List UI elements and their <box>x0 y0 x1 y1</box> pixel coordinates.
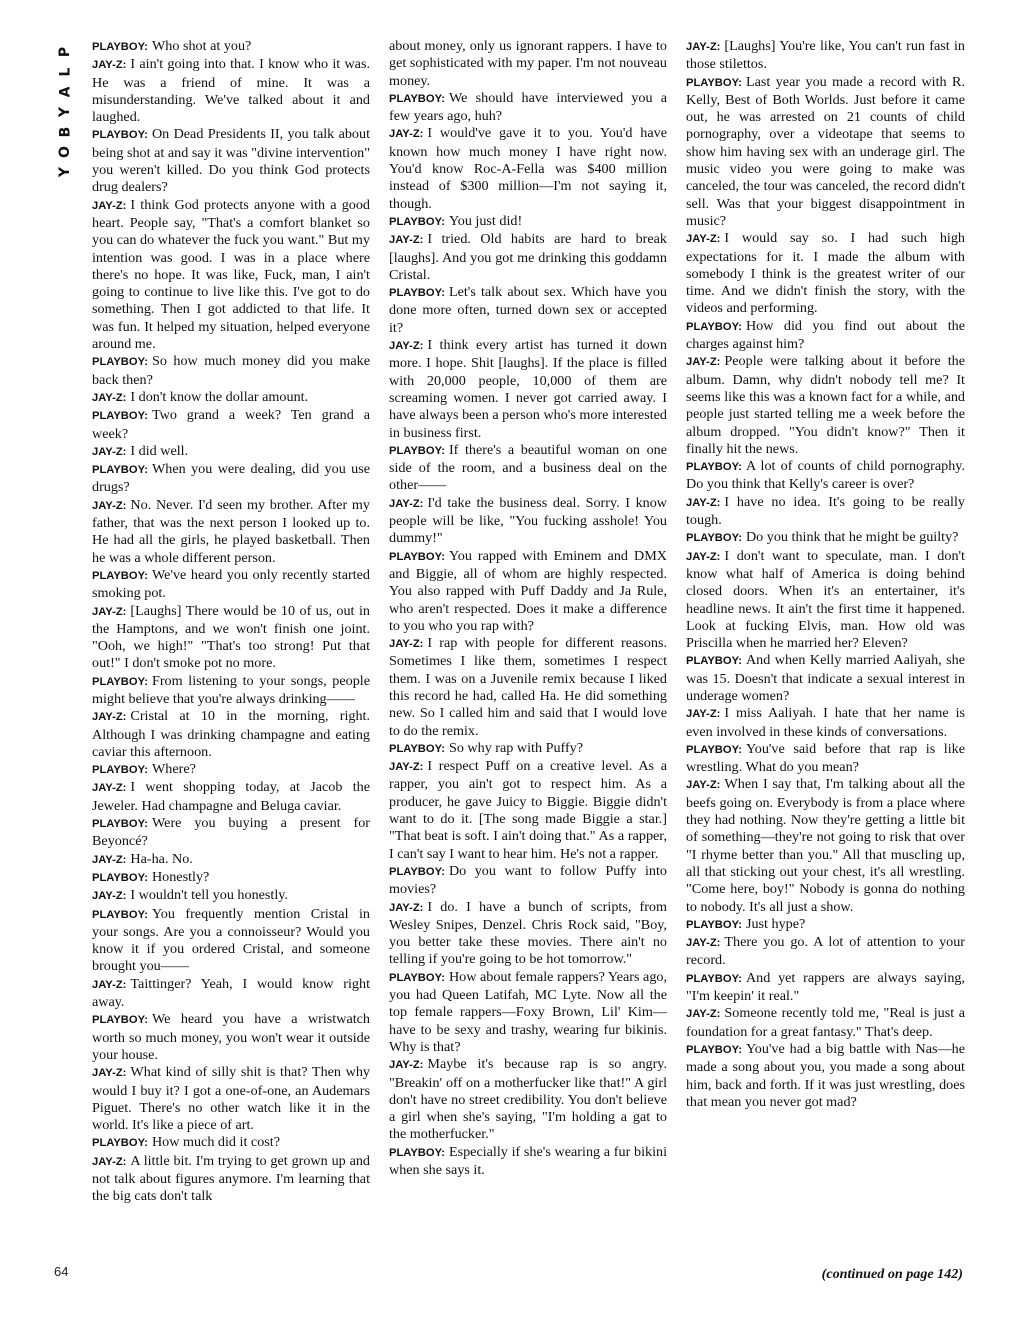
interview-paragraph <box>92 906 370 976</box>
speaker-label: PLAYBOY: <box>92 908 148 921</box>
paragraph-text: You rapped with Eminem and DMX and Biggie, all of whom are highly respected. You also rapped with Puff Daddy and Ja Rule, who aren't respected. Does it make a difference to you who you rap with? <box>389 547 667 634</box>
article-column-1 <box>92 38 370 1206</box>
paragraph-text: I'd take the business deal. Sorry. I know people will be like, "You fucking asshole! You dummy!" <box>389 494 667 547</box>
interview-paragraph <box>389 442 667 495</box>
masthead-letter: P <box>56 46 73 58</box>
speaker-label: PLAYBOY: <box>92 129 148 142</box>
speaker-label: PLAYBOY: <box>686 461 742 474</box>
interview-paragraph <box>686 548 965 653</box>
interview-paragraph <box>686 776 965 915</box>
paragraph-text: If there's a beautiful woman on one side of the room, and a business deal on the other—— <box>389 441 667 494</box>
speaker-label: JAY-Z: <box>389 638 424 651</box>
interview-paragraph <box>686 652 965 705</box>
paragraph-text: I did well. <box>130 442 189 459</box>
speaker-label: JAY-Z: <box>92 445 127 458</box>
speaker-label: JAY-Z: <box>686 779 721 792</box>
paragraph-text: Were you buying a present for Beyoncé? <box>92 815 370 850</box>
speaker-label: JAY-Z: <box>389 128 424 141</box>
page-number: 64 <box>54 1264 69 1279</box>
paragraph-text: [Laughs] There would be 10 of us, out in the Hamptons, and we won't finish one joint. "Ooh, we high!" "That's too strong! Put that out!" I don't smoke pot no more. <box>92 602 370 672</box>
interview-paragraph <box>686 529 965 547</box>
interview-paragraph <box>92 197 370 354</box>
speaker-label: PLAYBOY: <box>92 1137 148 1150</box>
speaker-label: PLAYBOY: <box>92 356 148 369</box>
interview-paragraph <box>92 1134 370 1152</box>
speaker-label: PLAYBOY: <box>92 1014 148 1027</box>
speaker-label: JAY-Z: <box>92 499 127 512</box>
speaker-label: PLAYBOY: <box>92 764 148 777</box>
paragraph-text: No. Never. I'd seen my brother. After my father, that was the next person I looked up to. He had all the girls, he played basketball. Then he was a whole different person. <box>92 496 370 566</box>
interview-paragraph <box>92 353 370 389</box>
speaker-label: PLAYBOY: <box>686 1043 742 1056</box>
speaker-label: JAY-Z: <box>92 605 127 618</box>
speaker-label: JAY-Z: <box>389 761 424 774</box>
interview-paragraph <box>92 567 370 603</box>
paragraph-text: You just did! <box>448 212 523 229</box>
interview-paragraph <box>389 284 667 337</box>
paragraph-text: I rap with people for different reasons. Sometimes I like them, sometimes I respect them. I was on a Juvenile remix because I liked this record he had, called Ha. He did something new. So I called him and said that I would love to do the remix. <box>389 635 667 739</box>
magazine-masthead <box>50 42 80 182</box>
speaker-label: JAY-Z: <box>92 391 127 404</box>
article-column-2 <box>389 38 667 1179</box>
masthead-letter: Y <box>56 106 73 118</box>
interview-paragraph <box>389 740 667 758</box>
speaker-label: JAY-Z: <box>92 853 127 866</box>
speaker-label: JAY-Z: <box>92 782 127 795</box>
paragraph-text: Let's talk about sex. Which have you done more often, turned down sex or accepted it? <box>389 284 667 336</box>
speaker-label: PLAYBOY: <box>389 287 445 300</box>
paragraph-text: I do. I have a bunch of scripts, from Wesley Snipes, Denzel. Chris Rock said, "Boy, you better take these movies. There ain't no telling if you're going to be hot tomorrow." <box>389 898 667 968</box>
paragraph-text: You've had a big battle with Nas—he made a song about you, you made a song about him, back and forth. If it was just wrestling, does that mean you never got mad? <box>686 1040 965 1110</box>
paragraph-text: I think every artist has turned it down more. I hope. Shit [laughs]. If the place is filled with 20,000 people, 10,000 of them are screaming women. I never got carried away. I have always been a person who's more interested in business first. <box>389 337 667 441</box>
paragraph-text: We heard you have a wristwatch worth so much money, you won't wear it outside your house. <box>92 1011 370 1063</box>
interview-paragraph <box>92 497 370 567</box>
interview-paragraph <box>686 74 965 231</box>
paragraph-text: Last year you made a record with R. Kelly, Best of Both Worlds. Just before it came out, he was arrested on 21 counts of child pornography, over a videotape that seems to show him having sex with an underage girl. The music video you were going to make was canceled, the tour was canceled, the record didn't sell. Was that your biggest disappointment in music? <box>686 73 965 229</box>
paragraph-text: I wouldn't tell you honestly. <box>130 887 288 904</box>
interview-paragraph <box>92 407 370 443</box>
speaker-label: PLAYBOY: <box>389 971 445 984</box>
interview-paragraph <box>92 779 370 815</box>
paragraph-text: From listening to your songs, people might believe that you're always drinking—— <box>92 672 370 707</box>
paragraph-text: Taittinger? Yeah, I would know right away. <box>92 975 370 1011</box>
paragraph-text: A lot of counts of child pornography. Do you think that Kelly's career is over? <box>686 458 965 493</box>
interview-paragraph <box>92 976 370 1012</box>
interview-paragraph <box>389 899 667 969</box>
paragraph-text: I would say so. I had such high expectations for it. I made the album with somebody I think is the greatest writer of our time. And we didn't finish the story, with the videos and performing. <box>686 230 965 317</box>
speaker-label: PLAYBOY: <box>389 444 445 457</box>
paragraph-text: I miss Aaliyah. I hate that her name is even involved in these kinds of conversations. <box>686 705 965 740</box>
interview-paragraph <box>389 1144 667 1180</box>
paragraph-text: How did you find out about the charges against him? <box>686 317 965 353</box>
speaker-label: JAY-Z: <box>92 978 127 991</box>
paragraph-text: I think God protects anyone with a good heart. People say, "That's a comfort blanket so you can do whatever the fuck you want." But my intention was good. I was in a place where there's no hope. It was like, Fuck, man, I ain't going to continue to live like this. I've got to do something. Then I got addicted to that life. It was fun. It helped my situation, helped everyone around me. <box>92 196 370 353</box>
speaker-label: PLAYBOY: <box>389 742 445 755</box>
interview-paragraph <box>92 851 370 869</box>
interview-paragraph <box>686 458 965 494</box>
speaker-label: PLAYBOY: <box>686 655 742 668</box>
paragraph-text: When I say that, I'm talking about all the beefs going on. Everybody is from a place where they had nothing. Now they're getting a little bit of something—they're not going to risk that over "I rhyme better than you." All that muscling up, all that sticking out your chest, it's all wrestling. "Come here, boy!" Nobody is gonna do nothing to nobody. It's all just a show. <box>686 776 965 915</box>
speaker-label: PLAYBOY: <box>389 550 445 563</box>
speaker-label: JAY-Z: <box>92 1067 127 1080</box>
speaker-label: PLAYBOY: <box>92 410 148 423</box>
paragraph-text: Ha-ha. No. <box>130 850 193 867</box>
interview-paragraph <box>92 673 370 709</box>
speaker-label: PLAYBOY: <box>92 569 148 582</box>
speaker-label: JAY-Z: <box>686 708 721 721</box>
interview-paragraph <box>92 126 370 196</box>
speaker-label: PLAYBOY: <box>389 215 445 228</box>
speaker-label: JAY-Z: <box>686 356 721 369</box>
paragraph-text: I don't want to speculate, man. I don't know what half of America is doing behind closed doors. When it's an entertainer, it's headline news. It ain't the first time it happened. Look at fucking Elvis, man. How old was Priscilla when he married her? Eleven? <box>686 547 965 652</box>
continued-note: (continued on page 142) <box>821 1266 963 1282</box>
masthead-letter: L <box>56 67 73 77</box>
speaker-label: PLAYBOY: <box>686 918 742 931</box>
interview-paragraph <box>92 56 370 126</box>
interview-paragraph <box>92 708 370 761</box>
speaker-label: PLAYBOY: <box>92 41 148 53</box>
paragraph-text: Cristal at 10 in the morning, right. Although I was drinking champagne and eating caviar this afternoon. <box>92 708 370 760</box>
speaker-label: PLAYBOY: <box>389 92 445 105</box>
paragraph-text: So why rap with Puffy? <box>448 739 584 756</box>
masthead-letter: O <box>57 146 73 158</box>
paragraph-text: A little bit. I'm trying to get grown up and not talk about figures anymore. I'm learning that the big cats don't talk <box>92 1152 370 1205</box>
speaker-label: PLAYBOY: <box>389 1146 445 1159</box>
speaker-label: JAY-Z: <box>686 41 721 53</box>
speaker-label: PLAYBOY: <box>92 675 148 688</box>
interview-paragraph <box>389 548 667 635</box>
interview-paragraph <box>686 353 965 458</box>
interview-paragraph <box>92 761 370 779</box>
speaker-label: JAY-Z: <box>686 233 721 246</box>
paragraph-text: Do you want to follow Puffy into movies? <box>389 862 667 898</box>
interview-paragraph <box>389 495 667 548</box>
interview-paragraph <box>389 969 667 1056</box>
paragraph-text: When you were dealing, did you use drugs? <box>92 461 370 496</box>
paragraph-text: Someone recently told me, "Real is just a foundation for a great fantasy." That's deep. <box>686 1005 965 1040</box>
paragraph-text: How about female rappers? Years ago, you had Queen Latifah, MC Lyte. Now all the top female rappers—Foxy Brown, Lil' Kim—have to be sexy and trashy, wearing fur bikinis. Why is that? <box>389 968 667 1055</box>
paragraph-text: Honestly? <box>151 868 210 885</box>
paragraph-text: How much did it cost? <box>151 1134 280 1151</box>
speaker-label: JAY-Z: <box>686 1008 721 1021</box>
speaker-label: JAY-Z: <box>92 890 127 903</box>
speaker-label: PLAYBOY: <box>92 871 148 884</box>
paragraph-text: Especially if she's wearing a fur bikini when she says it. <box>389 1143 667 1178</box>
paragraph-text: I don't know the dollar amount. <box>130 388 309 405</box>
interview-paragraph <box>686 494 965 530</box>
paragraph-text: You've said before that rap is like wrestling. What do you mean? <box>686 740 965 776</box>
interview-paragraph <box>389 213 667 231</box>
paragraph-text: We should have interviewed you a few years ago, huh? <box>389 89 667 125</box>
paragraph-text: So how much money did you make back then? <box>92 353 370 388</box>
interview-paragraph <box>389 337 667 442</box>
speaker-label: PLAYBOY: <box>686 320 742 333</box>
article-column-3 <box>686 38 965 1111</box>
interview-paragraph <box>686 230 965 317</box>
paragraph-text: I would've gave it to you. You'd have known how much money I have right now. You'd know Roc-A-Fella was $400 million instead of $300 million—I'm not saying it, though. <box>389 125 667 212</box>
paragraph-text: Two grand a week? Ten grand a week? <box>92 407 370 442</box>
speaker-label: JAY-Z: <box>389 234 424 247</box>
speaker-label: PLAYBOY: <box>92 464 148 477</box>
interview-paragraph <box>92 869 370 887</box>
interview-paragraph <box>686 705 965 741</box>
speaker-label: JAY-Z: <box>389 1059 424 1072</box>
interview-paragraph <box>389 1056 667 1143</box>
interview-paragraph <box>389 38 667 90</box>
paragraph-text: Just hype? <box>745 915 806 932</box>
interview-paragraph <box>92 603 370 673</box>
paragraph-text: [Laughs] You're like, You can't run fast in those stilettos. <box>686 38 965 73</box>
interview-paragraph <box>389 90 667 126</box>
speaker-label: JAY-Z: <box>92 711 127 724</box>
interview-paragraph <box>389 125 667 212</box>
interview-paragraph <box>92 38 370 56</box>
paragraph-text: Where? <box>151 761 196 778</box>
speaker-label: JAY-Z: <box>686 937 721 950</box>
paragraph-text: You frequently mention Cristal in your songs. Are you a connoisseur? Would you know it if you ordered Cristal, and someone brought you—— <box>92 905 370 975</box>
paragraph-text: Maybe it's because rap is so angry. "Breakin' off on a motherfucker like that!" A girl don't have no street credibility. You don't believe a girl when she's saying, "I'm holding a gat to the motherfucker." <box>389 1056 667 1143</box>
interview-paragraph <box>686 1041 965 1111</box>
interview-paragraph <box>686 916 965 934</box>
interview-paragraph <box>686 38 965 74</box>
interview-paragraph <box>92 887 370 905</box>
interview-paragraph <box>389 758 667 863</box>
paragraph-text: Who shot at you? <box>151 38 252 54</box>
interview-paragraph <box>92 1011 370 1064</box>
interview-paragraph <box>686 318 965 354</box>
interview-paragraph <box>389 635 667 740</box>
interview-paragraph <box>92 461 370 497</box>
interview-paragraph <box>686 970 965 1006</box>
paragraph-text: People were talking about it before the album. Damn, why didn't nobody tell me? It seems like this was a known fact for a while, and people just started telling me a week before the album dropped. "You didn't know?" Then it finally hit the news. <box>686 353 965 457</box>
interview-paragraph <box>686 741 965 777</box>
speaker-label: PLAYBOY: <box>389 865 445 878</box>
interview-paragraph <box>92 1153 370 1206</box>
interview-paragraph <box>686 1005 965 1041</box>
paragraph-text: There you go. A lot of attention to your record. <box>686 934 965 969</box>
masthead-letter: B <box>56 126 73 138</box>
speaker-label: PLAYBOY: <box>686 532 742 545</box>
paragraph-text: And when Kelly married Aaliyah, she was 15. Doesn't that indicate a sexual interest in underage women? <box>686 652 965 704</box>
paragraph-text: And yet rappers are always saying, "I'm keepin' it real." <box>686 969 965 1005</box>
interview-paragraph <box>389 231 667 284</box>
speaker-label: PLAYBOY: <box>686 972 742 985</box>
paragraph-text: I went shopping today, at Jacob the Jeweler. Had champagne and Beluga caviar. <box>92 779 370 814</box>
paragraph-text: On Dead Presidents II, you talk about being shot at and say it was "divine intervention" you weren't killed. Do you think God protects drug dealers? <box>92 126 370 196</box>
paragraph-text: What kind of silly shit is that? Then why would I buy it? I got a one-of-one, an Audemars Piguet. There's no other watch like it in the world. It's like a piece of art. <box>92 1064 370 1134</box>
speaker-label: JAY-Z: <box>389 497 424 510</box>
speaker-label: JAY-Z: <box>389 340 424 353</box>
paragraph-text: I respect Puff on a creative level. As a rapper, you ain't got to respect him. As a producer, he gave Juicy to Biggie. Biggie didn't want to do it. [The song made Biggie a star.] "That beat is soft. I ain't doing that." As a rapper, I can't say I want to hear him. He's not a rapper. <box>389 758 667 862</box>
interview-paragraph <box>92 389 370 407</box>
speaker-label: PLAYBOY: <box>686 76 742 89</box>
paragraph-text: I have no idea. It's going to be really tough. <box>686 493 965 529</box>
paragraph-text: We've heard you only recently started smoking pot. <box>92 566 370 602</box>
masthead-letter: A <box>57 86 73 98</box>
speaker-label: JAY-Z: <box>686 550 721 563</box>
speaker-label: PLAYBOY: <box>92 818 148 831</box>
speaker-label: JAY-Z: <box>92 199 127 212</box>
speaker-label: PLAYBOY: <box>686 743 742 756</box>
interview-paragraph <box>92 443 370 461</box>
interview-paragraph <box>92 815 370 851</box>
speaker-label: JAY-Z: <box>92 59 127 72</box>
speaker-label: JAY-Z: <box>686 496 721 509</box>
masthead-letter: Y <box>56 166 73 178</box>
paragraph-text: about money, only us ignorant rappers. I have to get sophisticated with my paper. I'm not nouveau money. <box>389 38 667 89</box>
speaker-label: JAY-Z: <box>92 1155 127 1168</box>
paragraph-text: I tried. Old habits are hard to break [laughs]. And you got me drinking this goddamn Cristal. <box>389 231 667 283</box>
interview-paragraph <box>686 934 965 970</box>
paragraph-text: Do you think that he might be guilty? <box>745 529 959 546</box>
paragraph-text: I ain't going into that. I know who it was. He was a friend of mine. It was a misunderstanding. We've talked about it and laughed. <box>92 56 370 126</box>
interview-paragraph <box>389 863 667 899</box>
interview-paragraph <box>92 1064 370 1134</box>
speaker-label: JAY-Z: <box>389 901 424 914</box>
